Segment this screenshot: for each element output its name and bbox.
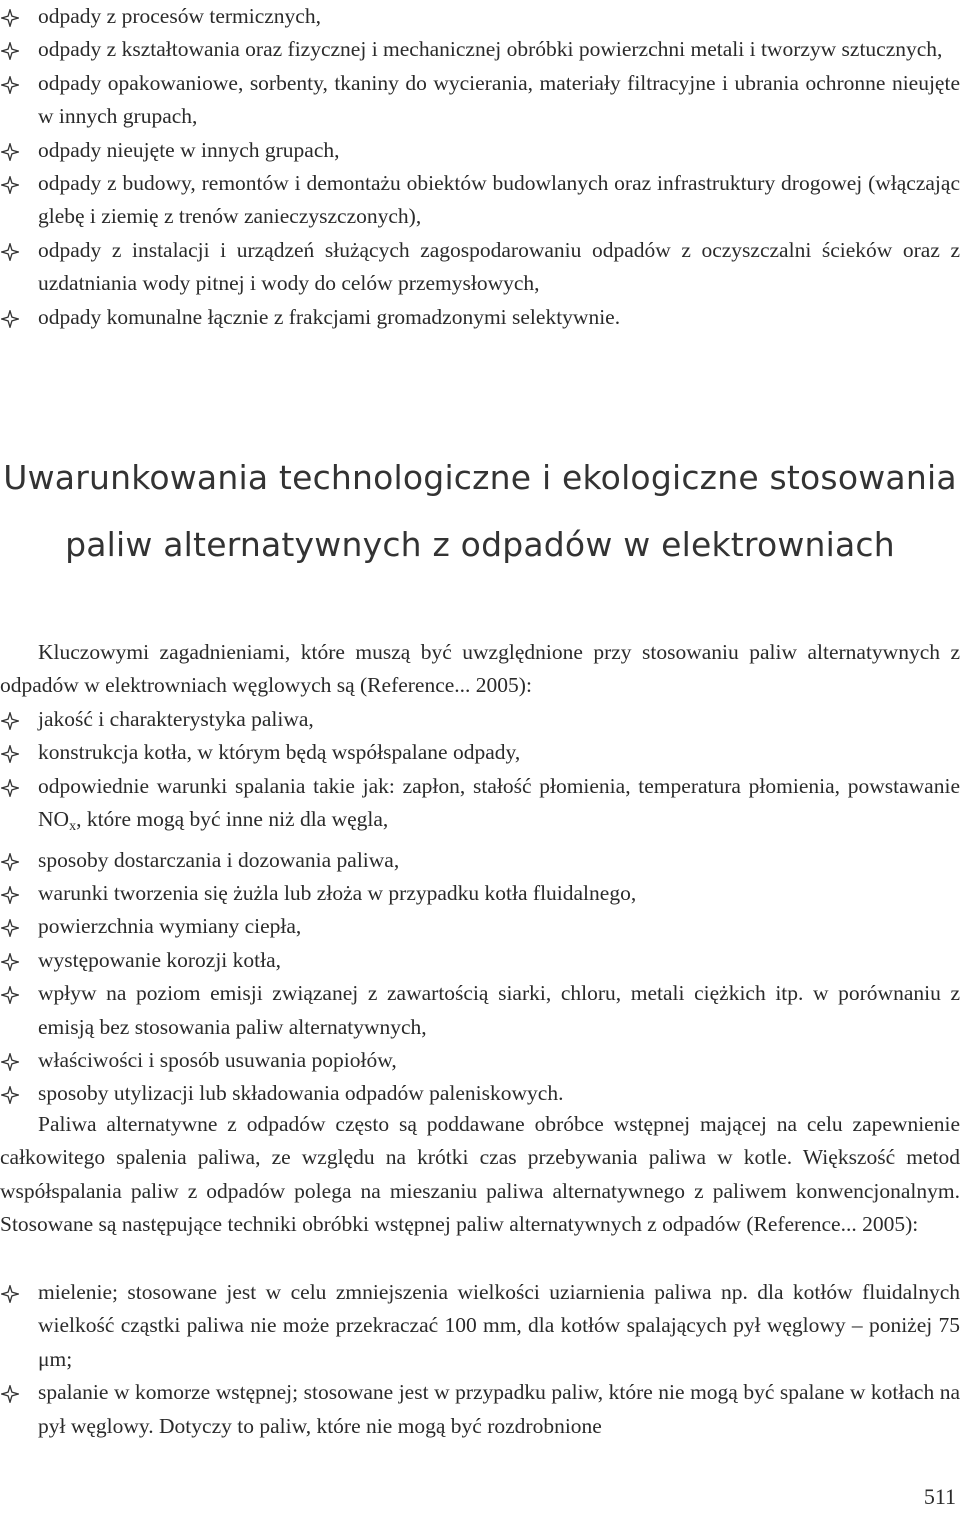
list-item-text: odpady opakowaniowe, sorbenty, tkaniny do wycierania, materiały filtracyjne i ubrania ochronne nieujęte w innych grupach, bbox=[38, 70, 960, 129]
list-item bbox=[0, 134, 960, 167]
list-item-text: powierzchnia wymiany ciepła, bbox=[38, 914, 302, 939]
list-item-text: wpływ na poziom emisji związanej z zawartością siarki, chloru, metali ciężkich itp. w porównaniu z emisją bez stosowania paliw alternatywnych, bbox=[38, 981, 960, 1039]
list-item bbox=[0, 234, 960, 301]
list-item bbox=[0, 736, 960, 769]
key-issues-list bbox=[0, 703, 960, 1111]
star-bullet-icon bbox=[1, 1285, 19, 1303]
star-bullet-icon bbox=[1, 953, 19, 971]
list-item-text: jakość i charakterystyka paliwa, bbox=[38, 707, 314, 731]
list-item-text: właściwości i sposób usuwania popiołów, bbox=[38, 1048, 397, 1073]
list-item bbox=[0, 33, 960, 66]
star-bullet-icon bbox=[1, 9, 19, 27]
list-item-text-part: , które mogą być inne niż dla węgla, bbox=[76, 807, 389, 832]
list-item bbox=[0, 167, 960, 234]
star-bullet-icon bbox=[1, 1053, 19, 1071]
pretreatment-paragraph: Paliwa alternatywne z odpadów często są poddawane obróbce wstępnej mającej na celu zapewnienie całkowitego spalenia paliwa, ze względu na krótki czas przebywania paliwa w kotle. Większość metod współspalania paliw z odpadów polega na mieszaniu paliwa alternatywnego z paliwem konwencjonalnym. Stosowane są następujące techniki obróbki wstępnej paliw alternatywnych z odpadów (Reference... 2005): bbox=[0, 1112, 960, 1237]
list-item bbox=[0, 977, 960, 1044]
star-bullet-icon bbox=[1, 919, 19, 937]
star-bullet-icon bbox=[1, 1086, 19, 1104]
star-bullet-icon bbox=[1, 243, 19, 261]
star-bullet-icon bbox=[1, 886, 19, 904]
list-item-text: konstrukcja kotła, w którym będą współspalane odpady, bbox=[38, 740, 521, 765]
star-bullet-icon bbox=[1, 712, 19, 730]
list-item-text: spalanie w komorze wstępnej; stosowane jest w przypadku paliw, które nie mogą być spalane w kotłach na pył węglowy. Dotyczy to paliw, które nie mogą być rozdrobnione bbox=[38, 1380, 960, 1438]
star-bullet-icon bbox=[1, 853, 19, 871]
list-item-text: mielenie; stosowane jest w celu zmniejszenia wielkości uziarnienia paliwa np. dla kotłów fluidalnych wielkość cząstki paliwa nie może przekraczać 100 mm, dla kotłów spalających pył węglowy – poniżej 75 μm; bbox=[38, 1280, 960, 1371]
list-item bbox=[0, 1276, 960, 1376]
list-item-text: występowanie korozji kotła, bbox=[38, 947, 282, 972]
list-item-text: sposoby utylizacji lub składowania odpadów paleniskowych. bbox=[38, 1081, 564, 1106]
list-item bbox=[0, 703, 960, 736]
star-bullet-icon bbox=[1, 745, 19, 763]
star-bullet-icon bbox=[1, 1385, 19, 1403]
star-bullet-icon bbox=[1, 779, 19, 797]
list-item bbox=[0, 844, 960, 877]
subscript-x: x bbox=[69, 819, 77, 835]
star-bullet-icon bbox=[1, 176, 19, 194]
intro-paragraph: Kluczowymi zagadnieniami, które muszą być uwzględnione przy stosowaniu paliw alternatywnych z odpadów w elektrowniach węglowych są (Reference... 2005): bbox=[0, 640, 960, 698]
list-item-text: odpady z kształtowania oraz fizycznej i mechanicznej obróbki powierzchni metali i tworzyw sztucznych, bbox=[38, 37, 943, 62]
list-item bbox=[0, 0, 960, 33]
list-item bbox=[0, 877, 960, 910]
list-item-text: odpady z budowy, remontów i demontażu obiektów budowlanych oraz infrastruktury drogowej (włączając glebę i ziemię z trenów zanieczyszczonych), bbox=[38, 171, 960, 229]
list-item-text: warunki tworzenia się żużla lub złoża w przypadku kotła fluidalnego, bbox=[38, 881, 637, 906]
list-item bbox=[0, 1376, 960, 1443]
star-bullet-icon bbox=[1, 76, 19, 94]
section-heading-line-1: Uwarunkowania technologiczne i ekologiczne stosowania bbox=[3, 458, 957, 497]
list-item-text-part: odpowiednie warunki spalania takie jak: zapłon, stałość płomienia, temperatura płomienia, powstawanie NO bbox=[38, 773, 960, 832]
star-bullet-icon bbox=[1, 42, 19, 60]
star-bullet-icon bbox=[1, 143, 19, 161]
page-number: 511 bbox=[923, 1484, 956, 1509]
pretreatment-techniques-list bbox=[0, 1276, 960, 1443]
list-item-text: odpady komunalne łącznie z frakcjami gromadzonymi selektywnie. bbox=[38, 304, 621, 329]
star-bullet-icon bbox=[1, 310, 19, 328]
list-item bbox=[0, 1044, 960, 1077]
waste-categories-list bbox=[0, 0, 960, 334]
star-bullet-icon bbox=[1, 986, 19, 1004]
section-heading-line-2: paliw alternatywnych z odpadów w elektrowniach bbox=[65, 525, 895, 564]
list-item bbox=[0, 910, 960, 943]
list-item-text: odpady z instalacji i urządzeń służących zagospodarowaniu odpadów z oczyszczalni ścieków oraz z uzdatniania wody pitnej i wody do celów przemysłowych, bbox=[38, 237, 960, 296]
list-item bbox=[0, 1077, 960, 1110]
list-item-text: odpady nieujęte w innych grupach, bbox=[38, 137, 340, 162]
list-item bbox=[0, 770, 960, 844]
list-item bbox=[0, 944, 960, 977]
list-item-text bbox=[38, 773, 960, 835]
list-item bbox=[0, 67, 960, 134]
list-item-text: sposoby dostarczania i dozowania paliwa, bbox=[38, 847, 400, 872]
list-item bbox=[0, 301, 960, 334]
list-item-text: odpady z procesów termicznych, bbox=[38, 4, 321, 28]
